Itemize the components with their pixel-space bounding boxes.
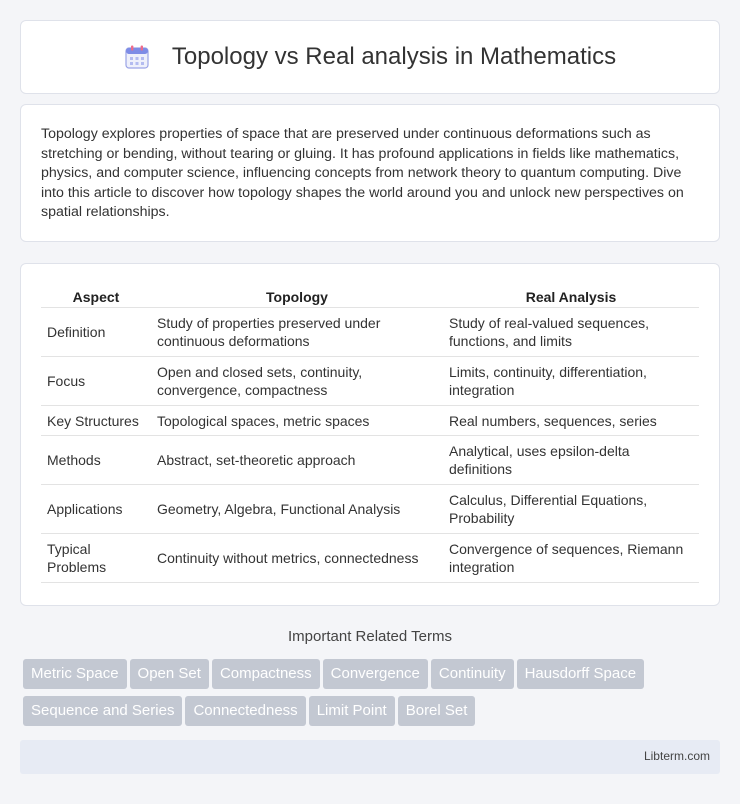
table-cell: Abstract, set-theoretic approach	[151, 436, 443, 485]
footer-brand-link[interactable]: Libterm.com	[643, 749, 710, 763]
table-cell: Geometry, Algebra, Functional Analysis	[151, 485, 443, 534]
tag-compactness[interactable]: Compactness	[212, 659, 320, 689]
tag-metric-space[interactable]: Metric Space	[23, 659, 127, 689]
table-row	[41, 308, 699, 357]
table-cell: Typical Problems	[41, 534, 151, 583]
table-cell: Topological spaces, metric spaces	[151, 406, 443, 436]
table-cell: Convergence of sequences, Riemann integration	[443, 534, 699, 583]
tag-sequence-and-series[interactable]: Sequence and Series	[23, 696, 182, 726]
table-row	[41, 406, 699, 436]
column-header: Real Analysis	[443, 284, 699, 308]
column-header: Topology	[151, 284, 443, 308]
related-terms-title: Important Related Terms	[288, 628, 452, 645]
tag-convergence[interactable]: Convergence	[323, 659, 428, 689]
table-cell: Focus	[41, 357, 151, 406]
table-cell: Open and closed sets, continuity, convergence, compactness	[151, 357, 443, 406]
tag-hausdorff-space[interactable]: Hausdorff Space	[517, 659, 644, 689]
table-cell: Calculus, Differential Equations, Probability	[443, 485, 699, 534]
table-row	[41, 436, 699, 485]
column-header: Aspect	[41, 284, 151, 308]
page-title: Topology vs Real analysis in Mathematics	[171, 43, 617, 70]
table-cell: Study of real-valued sequences, functions, and limits	[443, 308, 699, 357]
comparison-table	[41, 284, 699, 583]
table-header-row	[41, 284, 699, 308]
table-cell: Continuity without metrics, connectedness	[151, 534, 443, 583]
title-card	[20, 20, 720, 94]
intro-card	[20, 104, 720, 242]
table-cell: Methods	[41, 436, 151, 485]
table-cell: Study of properties preserved under continuous deformations	[151, 308, 443, 357]
footer	[20, 740, 720, 774]
intro-text: Topology explores properties of space that are preserved under continuous deformations such as stretching or bending, without tearing or gluing. It has profound applications in fields like mathematics, physics, and computer science, influencing concepts from network theory to quantum computing. Dive into this article to discover how topology shapes the world around you and unlock new perspectives on spatial relationships.	[41, 126, 684, 221]
calendar-icon	[124, 44, 150, 70]
table-cell: Key Structures	[41, 406, 151, 436]
tag-limit-point[interactable]: Limit Point	[309, 696, 395, 726]
related-terms-list	[23, 659, 723, 733]
tag-connectedness[interactable]: Connectedness	[185, 696, 305, 726]
tag-continuity[interactable]: Continuity	[431, 659, 514, 689]
table-row	[41, 357, 699, 406]
table-cell: Limits, continuity, differentiation, integration	[443, 357, 699, 406]
tag-borel-set[interactable]: Borel Set	[398, 696, 476, 726]
table-row	[41, 485, 699, 534]
comparison-card	[20, 263, 720, 606]
table-cell: Real numbers, sequences, series	[443, 406, 699, 436]
table-cell: Applications	[41, 485, 151, 534]
tag-open-set[interactable]: Open Set	[130, 659, 209, 689]
table-cell: Analytical, uses epsilon-delta definitions	[443, 436, 699, 485]
table-cell: Definition	[41, 308, 151, 357]
table-row	[41, 534, 699, 583]
